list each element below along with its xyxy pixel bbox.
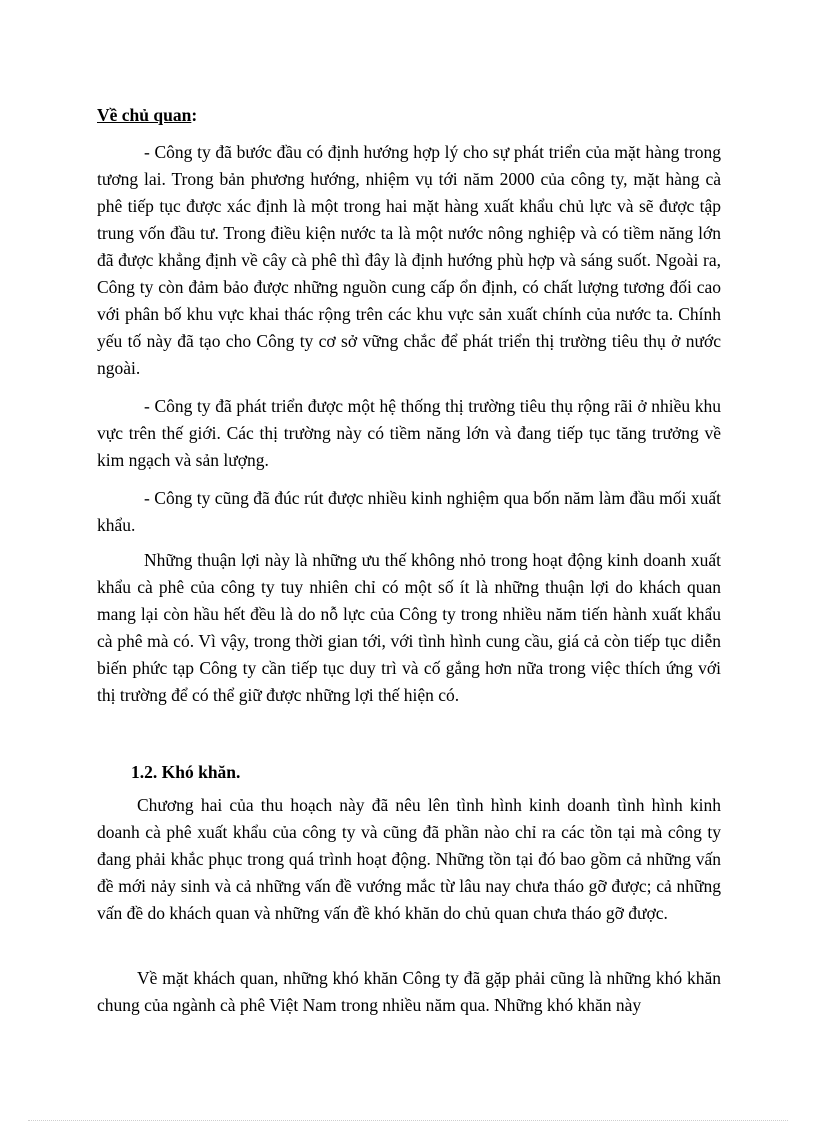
paragraph-orientation: - Công ty đã bước đầu có định hướng hợp lý cho sự phát triển của mặt hàng trong tương lai. Trong bản phương hướng, nhiệm vụ tới năm 2000 của công ty, mặt hàng cà phê tiếp tục được xác định là một trong hai mặt hàng xuất khẩu chủ lực và sẽ được tập trung vốn đầu tư. Trong điều kiện nước ta là một nước nông nghiệp và có tiềm năng lớn đã được khẳng định về cây cà phê thì đây là định hướng phù hợp và sáng suốt. Ngoài ra, Công ty còn đảm bảo được những nguồn cung cấp ổn định, có chất lượng tương đối cao với phân bố khu vực khai thác rộng trên các khu vực sản xuất chính của nước ta. Chính yếu tố này đã tạo cho Công ty cơ sở vững chắc để phát triển thị trường tiêu thụ ở nước ngoài.	[97, 142, 721, 378]
subheading-colon: :	[191, 105, 198, 125]
subheading-subjective	[97, 102, 197, 129]
section-title-difficulties: 1.2. Khó khăn.	[131, 762, 241, 782]
paragraph-chapter-two: Chương hai của thu hoạch này đã nêu lên tình hình kinh doanh tình hình kinh doanh cà phê xuất khẩu của công ty và cũng đã phần nào chỉ ra các tồn tại mà công ty đang phải khắc phục trong quá trình hoạt động. Những tồn tại đó bao gồm cả những vấn đề mới nảy sinh và cả những vấn đề vướng mắc từ lâu nay chưa tháo gỡ được; cả những vấn đề do khách quan và những vấn đề khó khăn do chủ quan chưa tháo gỡ được.	[97, 795, 721, 923]
page-bottom-divider	[28, 1120, 788, 1121]
paragraph-market-system: - Công ty đã phát triển được một hệ thống thị trường tiêu thụ rộng rãi ở nhiều khu vực trên thế giới. Các thị trường này có tiềm năng lớn và đang tiếp tục tăng trưởng về kim ngạch và sản lượng.	[97, 396, 721, 470]
paragraph-objective-difficulties: Về mặt khách quan, những khó khăn Công ty đã gặp phải cũng là những khó khăn chung của ngành cà phê Việt Nam trong nhiều năm qua. Những khó khăn này	[97, 968, 721, 1015]
subheading-label: Về chủ quan	[97, 105, 192, 125]
paragraph-experience: - Công ty cũng đã đúc rút được nhiều kinh nghiệm qua bốn năm làm đầu mối xuất khẩu.	[97, 488, 721, 535]
paragraph-advantages-summary: Những thuận lợi này là những ưu thế không nhỏ trong hoạt động kinh doanh xuất khẩu cà phê của công ty tuy nhiên chỉ có một số ít là những thuận lợi do khách quan mang lại còn hầu hết đều là do nỗ lực của Công ty trong nhiều năm tiến hành xuất khẩu cà phê mà có. Vì vậy, trong thời gian tới, với tình hình cung cầu, giá cả còn tiếp tục diễn biến phức tạp Công ty cần tiếp tục duy trì và cố gắng hơn nữa trong việc thích ứng với thị trường để có thể giữ được những lợi thế hiện có.	[97, 550, 721, 705]
